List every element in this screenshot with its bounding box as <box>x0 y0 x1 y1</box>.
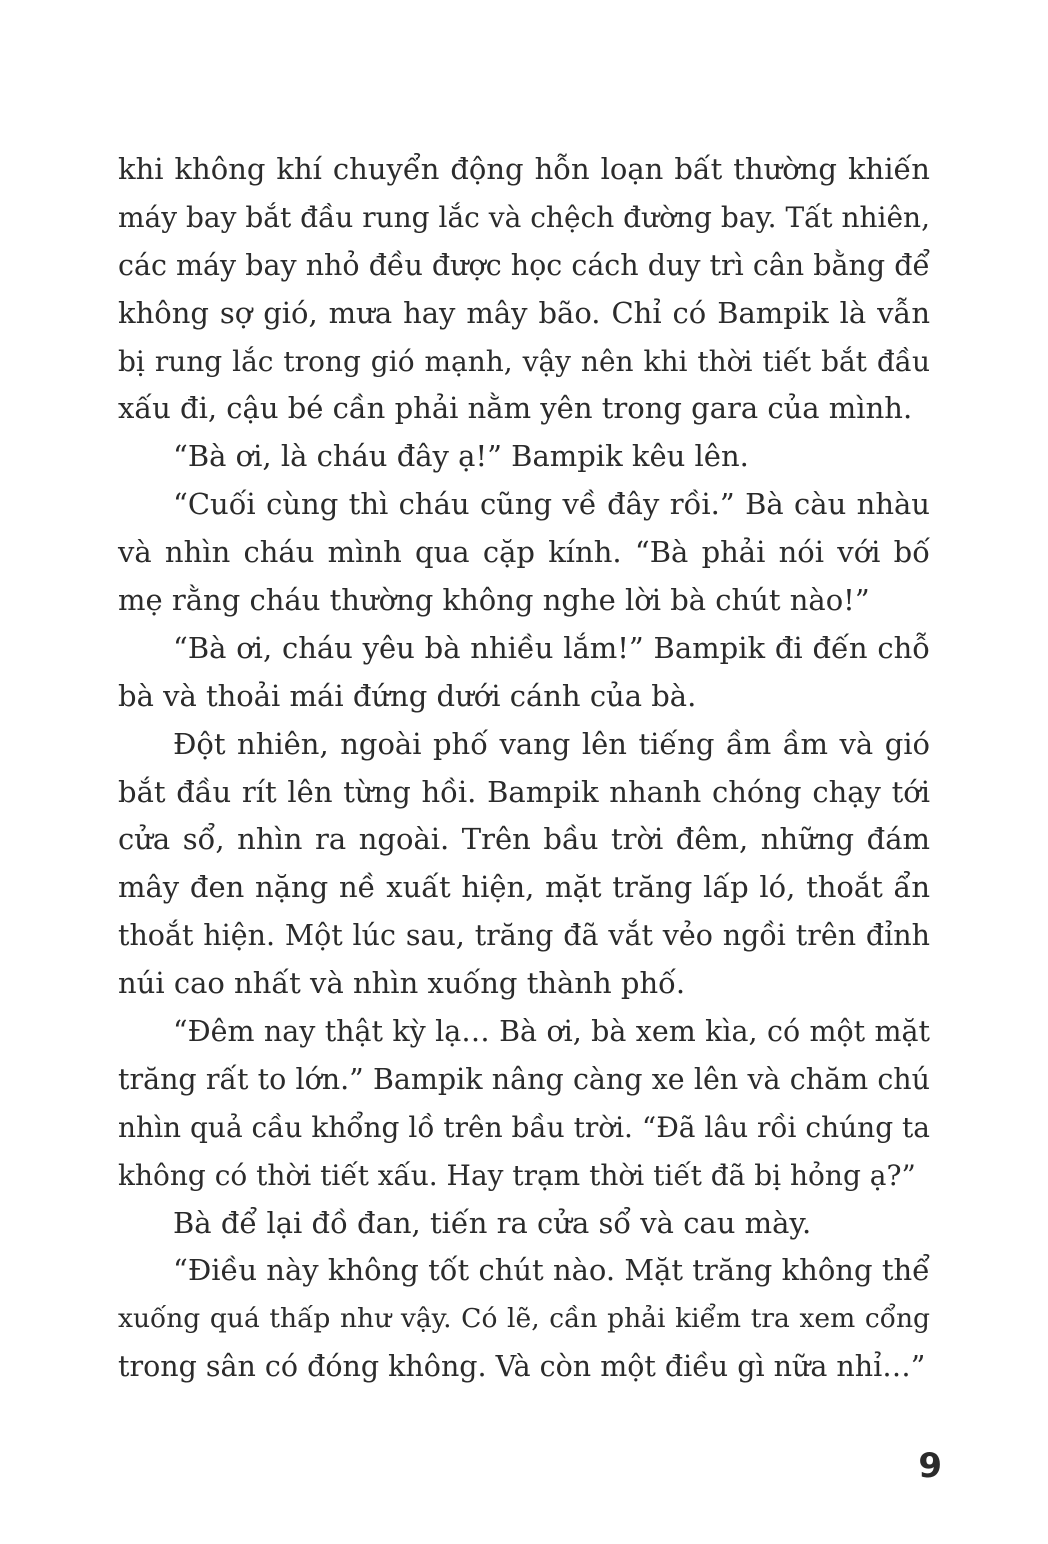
text-line: trăng rất to lớn.” Bampik nâng càng xe lên và chăm chú <box>118 1062 930 1096</box>
paragraph <box>118 625 930 721</box>
text-line: và nhìn cháu mình qua cặp kính. “Bà phải nói với bố <box>118 535 930 570</box>
text-line: bắt đầu rít lên từng hồi. Bampik nhanh chóng chạy tới <box>118 774 930 809</box>
body-text <box>118 146 930 1391</box>
paragraph <box>118 433 930 481</box>
text-line: nhìn quả cầu khổng lồ trên bầu trời. “Đã lâu rồi chúng ta <box>118 1110 930 1144</box>
page-number: 9 <box>918 1446 942 1486</box>
text-line: núi cao nhất và nhìn xuống thành phố. <box>118 966 686 1001</box>
paragraph <box>118 481 930 625</box>
text-line: mây đen nặng nề xuất hiện, mặt trăng lấp ló, thoắt ẩn <box>118 870 930 905</box>
text-line: mẹ rằng cháu thường không nghe lời bà chút nào!” <box>118 583 870 618</box>
text-line: máy bay bắt đầu rung lắc và chệch đường bay. Tất nhiên, <box>118 200 930 234</box>
text-line: khi không khí chuyển động hỗn loạn bất thường khiến <box>118 152 930 186</box>
text-line: Bà để lại đồ đan, tiến ra cửa sổ và cau mày. <box>173 1205 812 1240</box>
text-line: “Đêm nay thật kỳ lạ… Bà ơi, bà xem kìa, có một mặt <box>173 1015 930 1049</box>
text-line: cửa sổ, nhìn ra ngoài. Trên bầu trời đêm, những đám <box>118 822 930 857</box>
text-line: xuống quá thấp như vậy. Có lẽ, cần phải kiểm tra xem cổng <box>118 1303 930 1335</box>
text-line: “Điều này không tốt chút nào. Mặt trăng không thể <box>173 1253 930 1288</box>
text-line: “Cuối cùng thì cháu cũng về đây rồi.” Bà càu nhàu <box>173 487 930 522</box>
text-line: bà và thoải mái đứng dưới cánh của bà. <box>118 678 697 713</box>
text-line: “Bà ơi, là cháu đây ạ!” Bampik kêu lên. <box>173 439 749 474</box>
text-line: Đột nhiên, ngoài phố vang lên tiếng ầm ầm và gió <box>173 726 930 761</box>
paragraph <box>118 1200 930 1248</box>
paragraph <box>118 146 930 433</box>
text-line: trong sân có đóng không. Và còn một điều gì nữa nhỉ…” <box>118 1350 926 1384</box>
text-line: không sợ gió, mưa hay mây bão. Chỉ có Bampik là vẫn <box>118 295 930 330</box>
text-line: bị rung lắc trong gió mạnh, vậy nên khi thời tiết bắt đầu <box>118 344 930 378</box>
text-line: xấu đi, cậu bé cần phải nằm yên trong gara của mình. <box>118 391 913 426</box>
paragraph <box>118 1008 930 1200</box>
text-line: các máy bay nhỏ đều được học cách duy trì cân bằng để <box>118 248 930 282</box>
text-line: thoắt hiện. Một lúc sau, trăng đã vắt vẻo ngồi trên đỉnh <box>118 919 930 953</box>
text-line: “Bà ơi, cháu yêu bà nhiều lắm!” Bampik đi đến chỗ <box>173 630 930 665</box>
text-line: không có thời tiết xấu. Hay trạm thời tiết đã bị hỏng ạ?” <box>118 1158 916 1192</box>
paragraph <box>118 1247 930 1391</box>
paragraph <box>118 721 930 1008</box>
